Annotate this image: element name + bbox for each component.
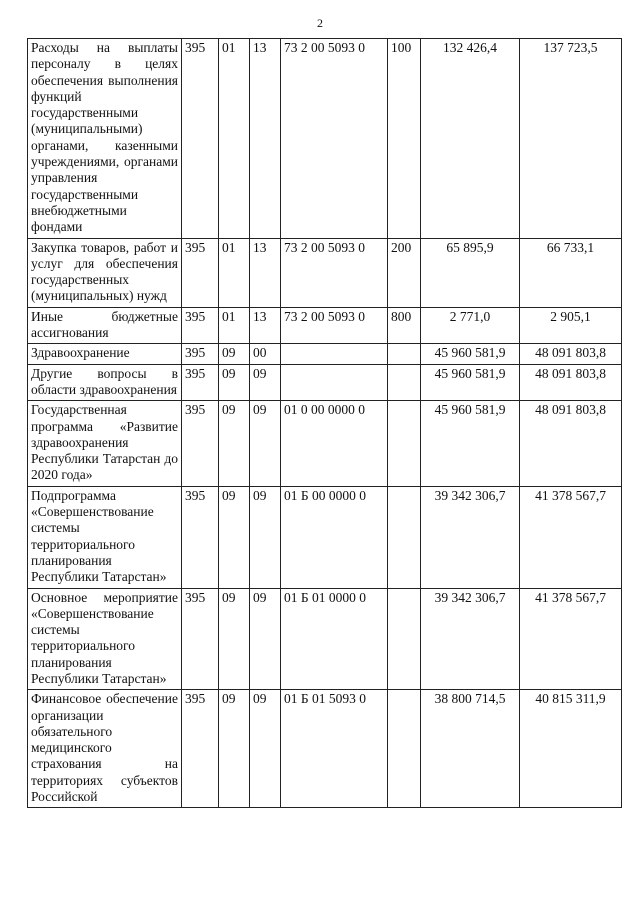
table-row <box>28 238 622 307</box>
expense-type-code: 800 <box>388 307 421 344</box>
subsection-code: 13 <box>250 307 281 344</box>
table-row <box>28 486 622 588</box>
row-description: Государственная программа «Развитие здравоохранения Республики Татарстан до 2020 года» <box>28 401 182 486</box>
row-description: Другие вопросы в области здравоохранения <box>28 364 182 401</box>
ministry-code: 395 <box>182 307 219 344</box>
ministry-code: 395 <box>182 364 219 401</box>
subsection-code: 09 <box>250 364 281 401</box>
table-row <box>28 364 622 401</box>
section-code: 09 <box>219 364 250 401</box>
table-row <box>28 588 622 690</box>
expense-type-code <box>388 588 421 690</box>
section-code: 01 <box>219 238 250 307</box>
subsection-code: 13 <box>250 39 281 239</box>
row-description: Финансовое обеспечение организации обязательного медицинского страхования на территориях субъектов Российской <box>28 690 182 808</box>
amount-year-2: 48 091 803,8 <box>520 344 622 364</box>
target-article-code <box>281 344 388 364</box>
target-article-code: 01 Б 01 0000 0 <box>281 588 388 690</box>
subsection-code: 00 <box>250 344 281 364</box>
ministry-code: 395 <box>182 486 219 588</box>
table-row <box>28 401 622 486</box>
row-description: Подпрограмма «Совершенствование системы территориального планирования Республики Татарстан» <box>28 486 182 588</box>
ministry-code: 395 <box>182 238 219 307</box>
expense-type-code: 100 <box>388 39 421 239</box>
ministry-code: 395 <box>182 401 219 486</box>
subsection-code: 09 <box>250 401 281 486</box>
subsection-code: 09 <box>250 486 281 588</box>
table-row <box>28 39 622 239</box>
amount-year-1: 132 426,4 <box>421 39 520 239</box>
row-description: Закупка товаров, работ и услуг для обеспечения государственных (муниципальных) нужд <box>28 238 182 307</box>
subsection-code: 09 <box>250 588 281 690</box>
target-article-code: 01 0 00 0000 0 <box>281 401 388 486</box>
amount-year-2: 41 378 567,7 <box>520 588 622 690</box>
row-description: Здравоохранение <box>28 344 182 364</box>
target-article-code: 01 Б 01 5093 0 <box>281 690 388 808</box>
expense-type-code <box>388 401 421 486</box>
section-code: 01 <box>219 39 250 239</box>
amount-year-2: 2 905,1 <box>520 307 622 344</box>
target-article-code: 73 2 00 5093 0 <box>281 307 388 344</box>
expense-type-code <box>388 486 421 588</box>
section-code: 09 <box>219 690 250 808</box>
target-article-code: 73 2 00 5093 0 <box>281 238 388 307</box>
amount-year-2: 66 733,1 <box>520 238 622 307</box>
amount-year-1: 45 960 581,9 <box>421 364 520 401</box>
ministry-code: 395 <box>182 39 219 239</box>
ministry-code: 395 <box>182 344 219 364</box>
target-article-code: 01 Б 00 0000 0 <box>281 486 388 588</box>
amount-year-1: 38 800 714,5 <box>421 690 520 808</box>
page-number: 2 <box>317 16 323 30</box>
expense-type-code: 200 <box>388 238 421 307</box>
section-code: 01 <box>219 307 250 344</box>
target-article-code <box>281 364 388 401</box>
expense-type-code <box>388 690 421 808</box>
section-code: 09 <box>219 486 250 588</box>
amount-year-1: 2 771,0 <box>421 307 520 344</box>
ministry-code: 395 <box>182 690 219 808</box>
amount-year-1: 65 895,9 <box>421 238 520 307</box>
ministry-code: 395 <box>182 588 219 690</box>
row-description: Иные бюджетные ассигнования <box>28 307 182 344</box>
budget-table <box>27 38 622 808</box>
amount-year-1: 39 342 306,7 <box>421 486 520 588</box>
expense-type-code <box>388 364 421 401</box>
target-article-code: 73 2 00 5093 0 <box>281 39 388 239</box>
table-row <box>28 344 622 364</box>
amount-year-2: 137 723,5 <box>520 39 622 239</box>
amount-year-2: 40 815 311,9 <box>520 690 622 808</box>
row-description: Расходы на выплаты персоналу в целях обеспечения выполнения функций государственными (муниципальными) органами, казенными учреждениями, органами управления государственными внебюджетными фондами <box>28 39 182 239</box>
section-code: 09 <box>219 588 250 690</box>
row-description: Основное мероприятие «Совершенствование системы территориального планирования Республики Татарстан» <box>28 588 182 690</box>
table-row <box>28 307 622 344</box>
amount-year-2: 41 378 567,7 <box>520 486 622 588</box>
amount-year-2: 48 091 803,8 <box>520 364 622 401</box>
table-row <box>28 690 622 808</box>
section-code: 09 <box>219 401 250 486</box>
amount-year-1: 45 960 581,9 <box>421 344 520 364</box>
amount-year-1: 45 960 581,9 <box>421 401 520 486</box>
subsection-code: 09 <box>250 690 281 808</box>
expense-type-code <box>388 344 421 364</box>
subsection-code: 13 <box>250 238 281 307</box>
section-code: 09 <box>219 344 250 364</box>
amount-year-1: 39 342 306,7 <box>421 588 520 690</box>
amount-year-2: 48 091 803,8 <box>520 401 622 486</box>
